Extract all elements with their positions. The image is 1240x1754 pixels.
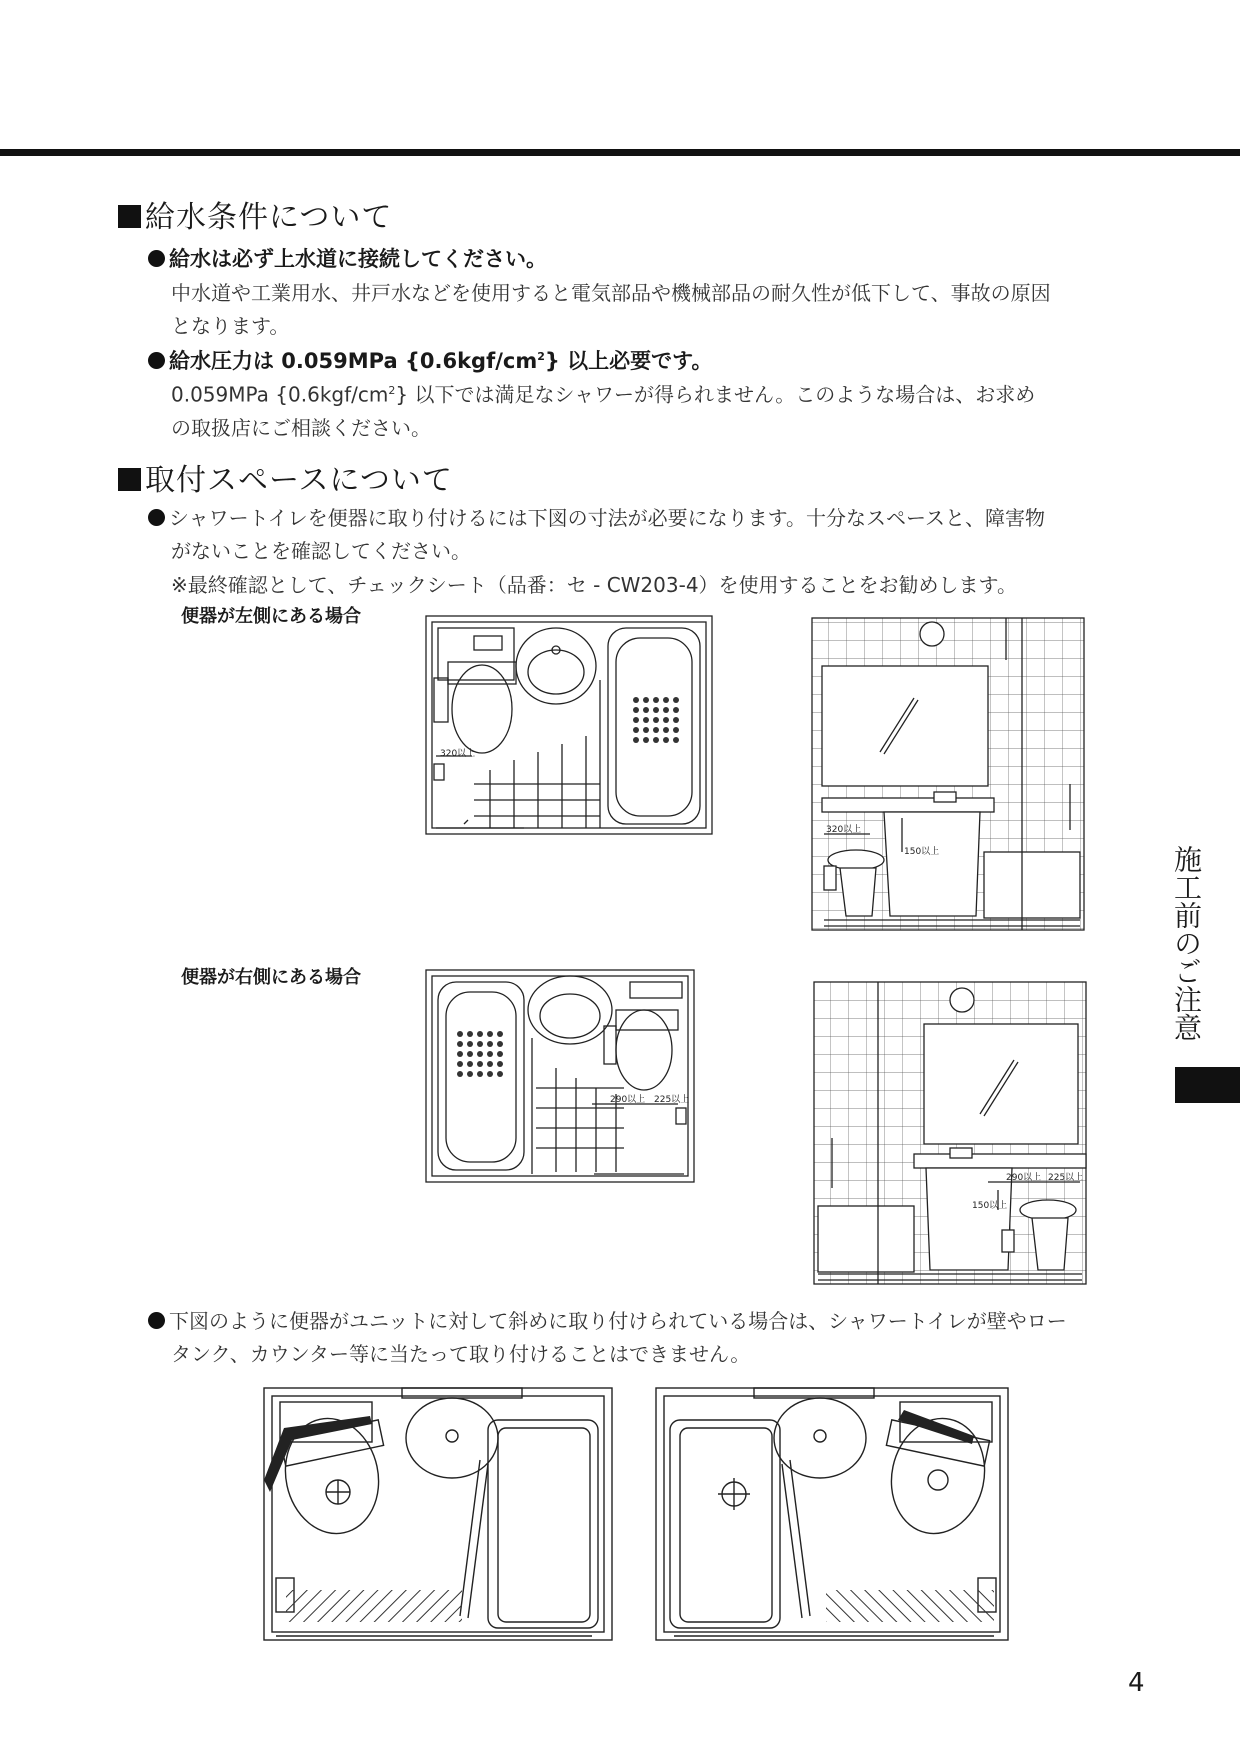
caption-toilet-left: 便器が左側にある場合 xyxy=(181,606,361,627)
bullet-icon xyxy=(148,509,165,526)
dim-label-225-elev: 225以上 xyxy=(1048,1173,1084,1183)
plan-diagram-toilet-right xyxy=(424,968,696,1184)
section-heading-install-space: 取付スペースについて xyxy=(118,455,453,499)
item-water-source-body: 中水道や工業用水、井戸水などを使用すると電気部品や機械部品の耐久性が低下して、事故の原因 となります。 xyxy=(171,281,1051,338)
item-water-pressure-title: 給水圧力は 0.059MPa $\{0.6kgf/cm^2\}$ 以上必要です。 xyxy=(148,340,712,378)
caption-toilet-right: 便器が右側にある場合 xyxy=(181,967,361,988)
section-heading-water-supply: 給水条件について xyxy=(118,192,392,236)
square-bullet-icon xyxy=(118,205,141,228)
side-tab-marker xyxy=(1175,1067,1240,1103)
item-water-source-title: 給水は必ず上水道に接続してください。 xyxy=(148,243,547,276)
elevation-diagram-toilet-left xyxy=(810,604,1086,948)
bullet-icon xyxy=(148,352,165,369)
dim-label-150-elev: 150以上 xyxy=(904,847,940,857)
item-install-space-text: シャワートイレを便器に取り付けるには下図の寸法が必要になります。十分なスペースと、障害物 がないことを確認してください。 xyxy=(148,502,1045,568)
diagonal-install-diagram-right xyxy=(654,1380,1012,1650)
item-diagonal-install-text: 下図のように便器がユニットに対して斜めに取り付けられている場合は、シャワートイレが壁やロー タンク、カウンター等に当たって取り付けることはできません。 xyxy=(148,1305,1067,1371)
dim-label-320: 320以上 xyxy=(440,749,476,759)
elevation-diagram-toilet-right xyxy=(812,964,1088,1298)
diagonal-install-diagram-left xyxy=(262,1380,614,1650)
bullet-icon xyxy=(148,250,165,267)
check-sheet-note: ※最終確認として、チェックシート（品番：セ - CW203-4）を使用することをお勧めします。 xyxy=(171,573,1017,597)
square-bullet-icon xyxy=(118,468,141,491)
side-tab-label: 施工前のご注意 xyxy=(1170,845,1203,1041)
dim-label-225: 225以上 xyxy=(654,1095,690,1105)
item-water-pressure-body: 0.059MPa $\{0.6kgf/cm^2\}$ 以下では満足なシャワーが得られません。このような場合は、お求め の取扱店にご相談ください。 xyxy=(171,382,1036,440)
plan-diagram-toilet-left xyxy=(424,614,714,836)
page-number: 4 xyxy=(1128,1668,1145,1698)
dim-label-290-elev: 290以上 xyxy=(1006,1173,1042,1183)
dim-label-150-elev-right: 150以上 xyxy=(972,1201,1008,1211)
dim-label-290: 290以上 xyxy=(610,1095,646,1105)
bullet-icon xyxy=(148,1312,165,1329)
top-rule xyxy=(0,149,1240,156)
dim-label-320-elev: 320以上 xyxy=(826,825,862,835)
